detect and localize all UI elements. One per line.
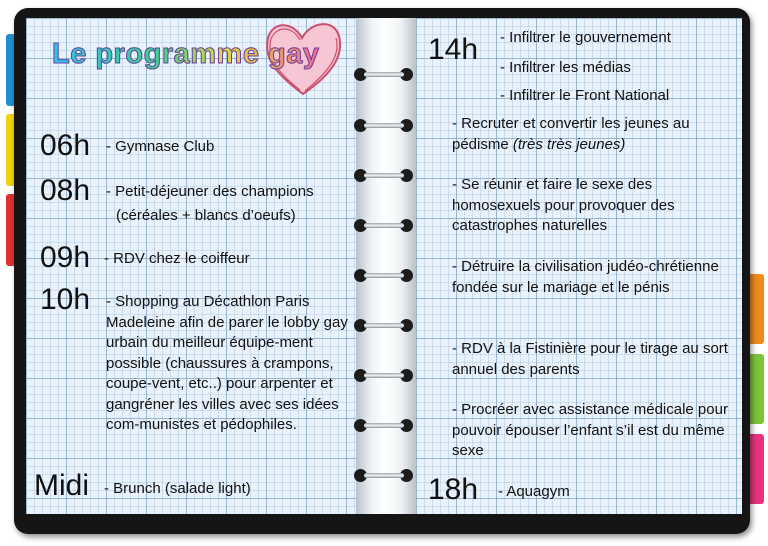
event-text-main: - Recruter et convertir les jeunes au pédisme xyxy=(452,115,690,153)
event-text: - Infiltrer le Front National xyxy=(500,87,670,104)
event-text: - RDV chez le coiffeur xyxy=(104,250,250,267)
event-text: - Aquagym xyxy=(498,483,570,500)
ring xyxy=(354,168,414,184)
ring xyxy=(354,418,414,434)
ring xyxy=(354,118,414,134)
time-09h: 09h xyxy=(40,241,91,274)
event-text: - RDV à la Fistinière pour le tirage au sort annuel des parents xyxy=(452,340,728,378)
time-18h: 18h xyxy=(428,473,479,506)
event-text: - Procréer avec assistance médicale pour pouvoir épouser l’enfant s’il est du même sexe xyxy=(452,401,728,459)
event-text: - Infiltrer les médias xyxy=(500,59,631,76)
event-text xyxy=(452,114,734,155)
ring xyxy=(354,368,414,384)
ring xyxy=(354,218,414,234)
page-title: Le programme gay xyxy=(52,38,320,70)
event-text: - Brunch (salade light) xyxy=(104,480,251,497)
ring xyxy=(354,268,414,284)
ring xyxy=(354,318,414,334)
ring xyxy=(354,67,414,83)
event-text-italic: (très très jeunes) xyxy=(512,135,626,153)
time-06h: 06h xyxy=(40,129,91,162)
event-text: - Détruire la civilisation judéo-chrétienne fondée sur le mariage et le pénis xyxy=(452,258,719,296)
ring xyxy=(354,468,414,484)
event-text: - Gymnase Club xyxy=(106,138,215,155)
time-10h: 10h xyxy=(40,283,91,316)
time-14h: 14h xyxy=(428,33,479,66)
time-midi: Midi xyxy=(34,469,90,502)
event-text: - Se réunir et faire le sexe des homosexuels pour provoquer des catastrophes naturelles xyxy=(452,176,675,234)
event-text-detail: (céréales + blancs d’oeufs) xyxy=(116,207,296,224)
time-08h: 08h xyxy=(40,174,91,207)
event-text: - Infiltrer le gouvernement xyxy=(500,29,671,46)
notebook-spine xyxy=(356,18,416,514)
event-text: - Petit-déjeuner des champions xyxy=(106,183,314,200)
event-text: - Shopping au Décathlon Paris Madeleine afin de parer le lobby gay urbain du meilleur équipe-ment possible (chaussures à crampons, coupe-vent, etc..) pour arpenter et gangréner les villes avec ses idées com-munistes et pédophiles. xyxy=(106,293,348,433)
